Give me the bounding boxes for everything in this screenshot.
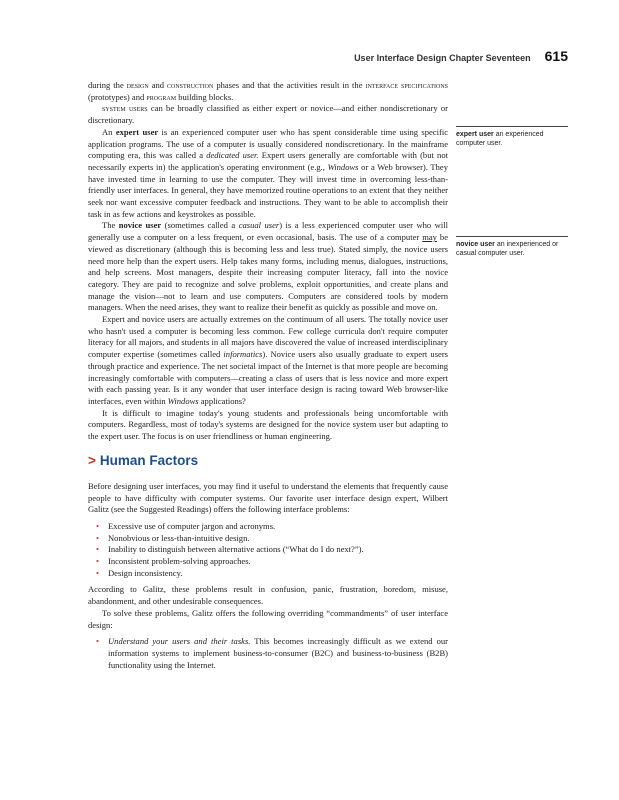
paragraph-user-continuum: Expert and novice users are actually extremes on the continuum of all users. The totally novice user who hasn't used a computer is becoming less common. Few college curricula don't require computer literacy for all majors, and students in all majors have discovered the value of increased interdisciplinary computer expertise (sometimes called informatics). Novice users also usually graduate to expert users through practice and experience. The net societal impact of the Internet is that more people are becoming increasingly comfortable with computers—creating a class of users that is less novice and more expert with each passing year. Is it any wonder that user interface design is racing toward Web browser-like interfaces, even within Windows applications? [88, 314, 448, 406]
section-heading-human-factors: > Human Factors [88, 452, 199, 468]
list-item: • Design inconsistency. [96, 567, 183, 578]
paragraph-expert-user: An expert user is an experienced computer user who has spent considerable time using specific application programs. The use of a computer is usually considered nondiscretionary. In the mainframe computing era, this was called a dedicated user. Expert users generally are comfortable with (but not necessarily experts in) the application's operating environment (e.g., Windows or a Web browser). They have invested time in learning to use the computer. They will invest time in overcoming less-than-friendly user interfaces. In general, they have memorized routine operations to an extent that they neither seek nor want excessive computer feedback and instructions. They want to be able to accomplish their task in as few actions and keystrokes as possible. [88, 126, 448, 219]
running-header [60, 48, 568, 64]
section-arrow-icon: > [88, 452, 96, 468]
bullet-icon: • [96, 567, 99, 578]
paragraph-interface-problems: Before designing user interfaces, you may find it useful to understand the elements that frequently cause people to have difficulty with computer systems. Our favorite user interface design expert, Wilbert Galitz (see the Suggested Readings) offers the following interface problems: [88, 480, 448, 515]
main-text-column [88, 80, 448, 676]
paragraph-intro-continuation: during the design and construction phases and that the activities result in the interface specifications (prototypes) and program building blocks. [88, 80, 449, 102]
margin-note-novice-user: novice user an inexperienced or casual computer user. [456, 236, 568, 258]
chapter-title: User Interface Design Chapter Seventeen [354, 53, 531, 63]
commandments-list [88, 636, 448, 671]
list-item: • Excessive use of computer jargon and acronyms. [96, 520, 276, 531]
list-item: • Inconsistent problem-solving approaches. [96, 556, 251, 567]
bullet-icon: • [96, 556, 99, 567]
list-item: • Understand your users and their tasks. This becomes increasingly difficult as we extend our information systems to implement business-to-consumer (B2C) and business-to-business (B2B) functionality using the Internet. [96, 636, 448, 670]
interface-problems-list [88, 521, 448, 580]
list-item: • Nonobvious or less-than-intuitive design. [96, 532, 250, 543]
bullet-icon: • [96, 636, 99, 647]
paragraph-galitz-consequences: According to Galitz, these problems result in confusion, panic, frustration, boredom, misuse, abandonment, and other undesirable consequences. [88, 584, 448, 607]
paragraph-novice-user: The novice user (sometimes called a casual user) is a less experienced computer user who will generally use a computer on a less frequent, or even occasional, basis. The use of a computer may be viewed as discretionary (although this is becoming less and less true). Stated simply, the novice users need more help than the expert users. Help takes many forms, including menus, dialogues, instructions, and help screens. Most managers, despite their increasing computer literacy, fall into the novice category. They are paid to recognize and solve problems, exploit opportunities, and create plans and manage the vision—not to learn and use computers. Computers are considered tools by modern managers. When the need arises, they want to realize their benefit as quickly as possible and move on. [88, 220, 448, 313]
paragraph-system-users: system users can be broadly classified as either expert or novice—and either nondiscretionary or discretionary. [88, 103, 448, 126]
bullet-icon: • [96, 520, 99, 531]
term-expert-user: expert user [115, 126, 159, 137]
list-item: • Inability to distinguish between alternative actions (“What do I do next?”). [96, 544, 364, 555]
page-number: 615 [544, 48, 568, 64]
term-novice-user: novice user [118, 220, 162, 231]
margin-note-expert-user: expert user an experienced computer user. [456, 126, 568, 148]
bullet-icon: • [96, 532, 99, 543]
paragraph-commandments: To solve these problems, Galitz offers the following overriding “commandments” of user interface design: [88, 607, 448, 630]
bullet-icon: • [96, 544, 99, 555]
paragraph-young-users: It is difficult to imagine today's young students and professionals being uncomfortable with computers. Regardless, most of today's systems are designed for the novice system user but adapting to the expert user. The focus is on user friendliness or human engineering. [88, 407, 448, 442]
